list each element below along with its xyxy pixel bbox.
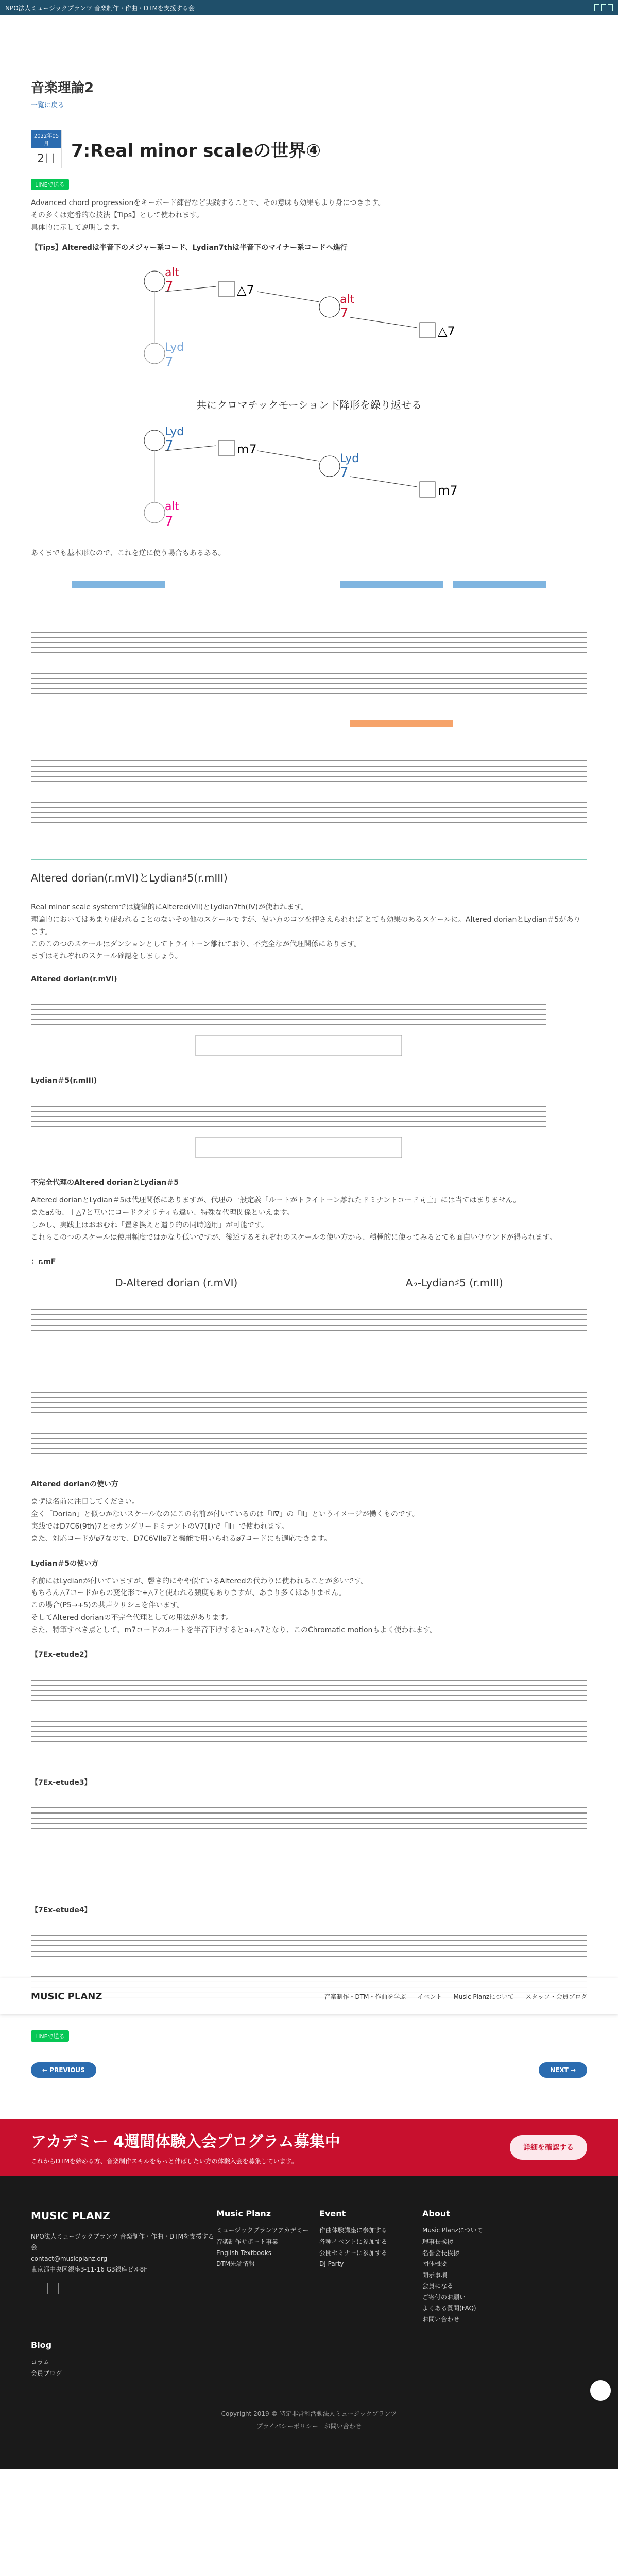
facebook-icon[interactable] [47, 2283, 59, 2294]
staff-titles [31, 1277, 587, 1289]
page-title: 7:Real minor scaleの世界④ [71, 141, 321, 161]
footer-email[interactable]: contact@musicplanz.org [31, 2255, 108, 2262]
intro-p2: その多くは定番的な技法【Tips】として使われます。 [31, 211, 204, 219]
scale-staff-2 [31, 1086, 587, 1163]
logo-icon[interactable] [594, 4, 613, 11]
footer-legal-links[interactable]: プライバシーポリシー お問い合わせ [256, 2422, 362, 2430]
etude2-staff [31, 1659, 587, 1762]
note-title: 不完全代理のAltered dorianとLydian＃5 [31, 1179, 179, 1188]
intro-p1: Advanced chord progressionをキーボード練習など実践することで、その意味も効果もより身につきます。 [31, 199, 385, 207]
footer-link[interactable]: よくある質問(FAQ) [422, 2304, 476, 2312]
footer-company-name: NPO法人ミュージックプランツ 音楽制作・作曲・DTMを支援する会 [31, 2232, 214, 2251]
footer [0, 2176, 618, 2392]
section2-p2: 理論的においてはあまり使われることのないその他のスケールですが、使い方のコツを押さえられれば とても効果のあるスケールに。Altered dorianとLydian＃5があります。 [31, 915, 581, 936]
footer-link[interactable]: Music Planzについて [422, 2227, 483, 2234]
date-day: 2日 [37, 152, 56, 165]
social-links [31, 2283, 216, 2294]
svg-text:7: 7 [340, 306, 349, 321]
post-header [31, 130, 587, 168]
svg-text:7: 7 [165, 514, 174, 530]
caption-chromatic: 共にクロマチックモーション下降形を繰り返せる [196, 399, 422, 412]
usage1-p1: まずは名前に注目してください。 [31, 1498, 139, 1506]
footer-link[interactable]: 各種イベントに参加する [319, 2238, 388, 2245]
footer-link[interactable]: ミュージックプランツアカデミー [216, 2227, 309, 2234]
footer-col-planz [216, 2207, 319, 2338]
footer-link[interactable]: DJ Party [319, 2260, 344, 2268]
org-name: NPO法人ミュージックプランツ 音楽制作・作曲・DTMを支援する会 [5, 4, 195, 12]
usage1-p2: 全く「Dorian」と似つかないスケールなのにこの名前が付いているのは「Ⅱ∇」の「Ⅱ」というイメージが働くものです。 [31, 1510, 419, 1519]
footer-logo[interactable]: MUSIC PLANZ [31, 2209, 110, 2222]
youtube-icon[interactable] [64, 2283, 75, 2294]
back-link[interactable]: 一覧に戻る [31, 101, 65, 109]
usage2-p4: そしてAltered dorianの不完全代理としての用法があります。 [31, 1613, 233, 1622]
section-heading: Altered dorian(r.mVI)とLydian♯5(r.mIII) [31, 859, 587, 894]
footer-link[interactable]: 作曲体験講座に参加する [319, 2227, 388, 2234]
svg-text:alt: alt [165, 266, 180, 280]
staff-title-left: D-Altered dorian (r.mVI) [115, 1277, 238, 1290]
usage2-p5: また、特筆すべき点として、m7コードのルートを半音下げするとa+△7となり、このChromatic motionもよく使われます。 [31, 1625, 437, 1634]
note-p4: これらこのつのスケールは使用頻度ではかなり低いですが、後述するそれぞれのスケールの使い方から、積極的に使ってみるとても面白いサウンドが得られます。 [31, 1233, 557, 1242]
note-p3: しかし、実践上はおおむね「置き換えと遣り的の同時適用」が可能です。 [31, 1221, 268, 1229]
banner-cta-button[interactable]: 詳細を確認する [510, 2135, 587, 2160]
section2-intro [31, 902, 587, 963]
svg-text:△7: △7 [438, 324, 455, 339]
menu-item-about[interactable]: Music Planzについて [453, 1993, 514, 2001]
date-year-month: 2022年05月 [31, 130, 61, 148]
menu-item-event[interactable]: イベント [417, 1993, 442, 2001]
svg-text:Lyd: Lyd [340, 452, 359, 466]
header-menu [324, 1992, 587, 2001]
usage2-p2: もちろん△7コードからの変化形で+△7と使われる頻度もありますが、あまり多くはありません。 [31, 1589, 346, 1598]
scroll-top-icon[interactable] [590, 2380, 611, 2401]
staff-title-right: A♭-Lydian♯5 (r.mIII) [405, 1277, 503, 1290]
etude4-title: 【7Ex-etude4】 [31, 1906, 92, 1914]
svg-text:alt: alt [340, 293, 355, 307]
svg-text:alt: alt [165, 500, 180, 514]
footer-link[interactable]: 団体概要 [422, 2260, 448, 2268]
svg-text:m7: m7 [438, 483, 458, 498]
svg-text:7: 7 [165, 354, 174, 370]
footer-address: 東京都中央区銀座3-11-16 G3銀座ビル8F [31, 2266, 148, 2274]
menu-item-learn[interactable]: 音楽制作・DTM・作曲を学ぶ [324, 1993, 406, 2001]
note-p2: またaがb、＋△7と互いにコードクオリティも違い、特殊な代理関係といえます。 [31, 1208, 294, 1217]
svg-text:m7: m7 [237, 442, 257, 457]
etude3-title: 【7Ex-etude3】 [31, 1778, 92, 1787]
footer-link[interactable]: 会員ブログ [31, 2369, 62, 2377]
footer-link[interactable]: 名誉会長挨拶 [422, 2249, 460, 2257]
line-share-button-bottom[interactable]: LINEで送る [31, 2030, 69, 2042]
section2-p1: Real minor scale systemでは旋律的にAltered(VII)とLydian7th(IV)が使われます。 [31, 903, 308, 912]
tip-heading: 【Tips】Alteredは半音下のメジャー系コード、Lydian7thは半音下のマイナー系コードへ進行 [31, 244, 348, 252]
footer-col-blog [31, 2338, 134, 2392]
footer-link[interactable]: 理事長挨拶 [422, 2238, 454, 2245]
footer-link[interactable]: お問い合わせ [422, 2316, 460, 2324]
svg-text:△7: △7 [237, 283, 254, 298]
copyright-bar [0, 2392, 618, 2469]
footer-link[interactable]: コラム [31, 2358, 49, 2366]
usage-lydian-text [31, 1575, 587, 1637]
intro-text [31, 197, 587, 234]
usage1-p4: また、対応コードがø7なので、D7C6VIIø7と機能で用いられるø7コードにも適応できます。 [31, 1534, 332, 1543]
footer-company [31, 2207, 216, 2338]
footer-link[interactable]: English Textbooks [216, 2249, 271, 2257]
banner-subtext: これからDTMを始める方、音楽制作スキルをもっと伸ばしたい方の体験入会を募集しています。 [31, 2158, 298, 2165]
menu-item-blog[interactable]: スタッフ・会員ブログ [525, 1993, 587, 2001]
note-text [31, 1195, 587, 1244]
progression-diagram-2 [134, 420, 494, 538]
footer-col-title: About [422, 2208, 450, 2218]
usage1-p3: 実践ではD7C6(9th)7とセカンダリードミナントのV7(Ⅱ)で「Ⅱ」で使われます。 [31, 1522, 289, 1531]
footer-col-event [319, 2207, 422, 2338]
footer-link[interactable]: 音楽制作サポート事業 [216, 2238, 279, 2245]
diagram-altered [134, 261, 494, 381]
caption-reverse: あくまでも基本形なので、これを逆に使う場合もあるある。 [31, 549, 226, 558]
next-button[interactable]: NEXT → [539, 2062, 587, 2078]
previous-button[interactable]: ← PREVIOUS [31, 2062, 96, 2078]
footer-col-about [422, 2207, 525, 2338]
sticky-header [0, 1978, 618, 2014]
copyright-text: Copyright 2019-© 特定非営利活動法人ミュージックプランツ [221, 2410, 397, 2417]
svg-text:7: 7 [340, 465, 349, 481]
footer-link[interactable]: 公開セミナーに参加する [319, 2249, 388, 2257]
banner-headline: アカデミー 4週間体験入会プログラム募集中 [31, 2133, 340, 2151]
sheet-music-1 [31, 570, 587, 828]
usage2-p1: 名前にはLydianが付いていますが、響き的にやや似ているAlteredの代わりに使われることが多いです。 [31, 1577, 368, 1585]
score-example-1 [31, 570, 587, 828]
usage-altered-title: Altered dorianの使い方 [31, 1480, 118, 1489]
scale-staff-1 [31, 984, 587, 1061]
twitter-icon[interactable] [31, 2283, 42, 2294]
footer-link[interactable]: ご寄付のお願い [422, 2293, 466, 2301]
section2-p3: このこのつのスケールはダンションとしてトライトーン離れており、不完全なが代理関係にあります。 [31, 940, 362, 948]
etude2-title: 【7Ex-etude2】 [31, 1650, 92, 1659]
footer-col-title: Blog [31, 2340, 52, 2350]
section-title: 音楽理論2 [31, 80, 94, 96]
svg-text:7: 7 [165, 438, 174, 454]
usage-altered-text [31, 1496, 587, 1545]
svg-text:7: 7 [165, 279, 174, 295]
footer-link[interactable]: 会員になる [422, 2282, 454, 2290]
key-label: ：r.mF [31, 1258, 56, 1266]
scale-lydian-sharp5: Lydian＃5(r.mIII) [31, 1077, 97, 1086]
date-box [31, 130, 62, 168]
pager [31, 2062, 587, 2078]
comparison-staff [31, 1289, 587, 1464]
etude3-staff [31, 1787, 587, 1890]
main-content [31, 77, 587, 2078]
top-bar [0, 0, 618, 15]
diagram-lydian [134, 420, 494, 540]
svg-text:Lyd: Lyd [165, 426, 184, 439]
line-share-button[interactable]: LINEで送る [31, 179, 69, 190]
usage-lydian-title: Lydian＃5の使い方 [31, 1559, 99, 1568]
footer-col-title: Music Planz [216, 2208, 271, 2218]
note-p1: Altered dorianとLydian＃5は代理関係にありますが、代理の一般定義「ルートがトライトーン離れたドミナントコード同士」には当てはまりません。 [31, 1196, 521, 1205]
promo-banner [0, 2119, 618, 2176]
usage2-p3: この場合(P5→+5)の共声クリシェを伴います。 [31, 1601, 184, 1610]
svg-text:Lyd: Lyd [165, 341, 184, 354]
progression-diagram [134, 261, 494, 379]
footer-col-title: Event [319, 2208, 346, 2218]
footer-link[interactable]: 開示事項 [422, 2271, 448, 2279]
scale-altered-dorian: Altered dorian(r.mVI) [31, 975, 117, 984]
section2-p4: まずはそれぞれのスケール確認をしましょう。 [31, 952, 182, 961]
intro-p3: 具体的に示して説明します。 [31, 223, 124, 232]
footer-link[interactable]: DTM先端情報 [216, 2260, 255, 2268]
header-logo[interactable]: MUSIC PLANZ [31, 1991, 102, 2002]
